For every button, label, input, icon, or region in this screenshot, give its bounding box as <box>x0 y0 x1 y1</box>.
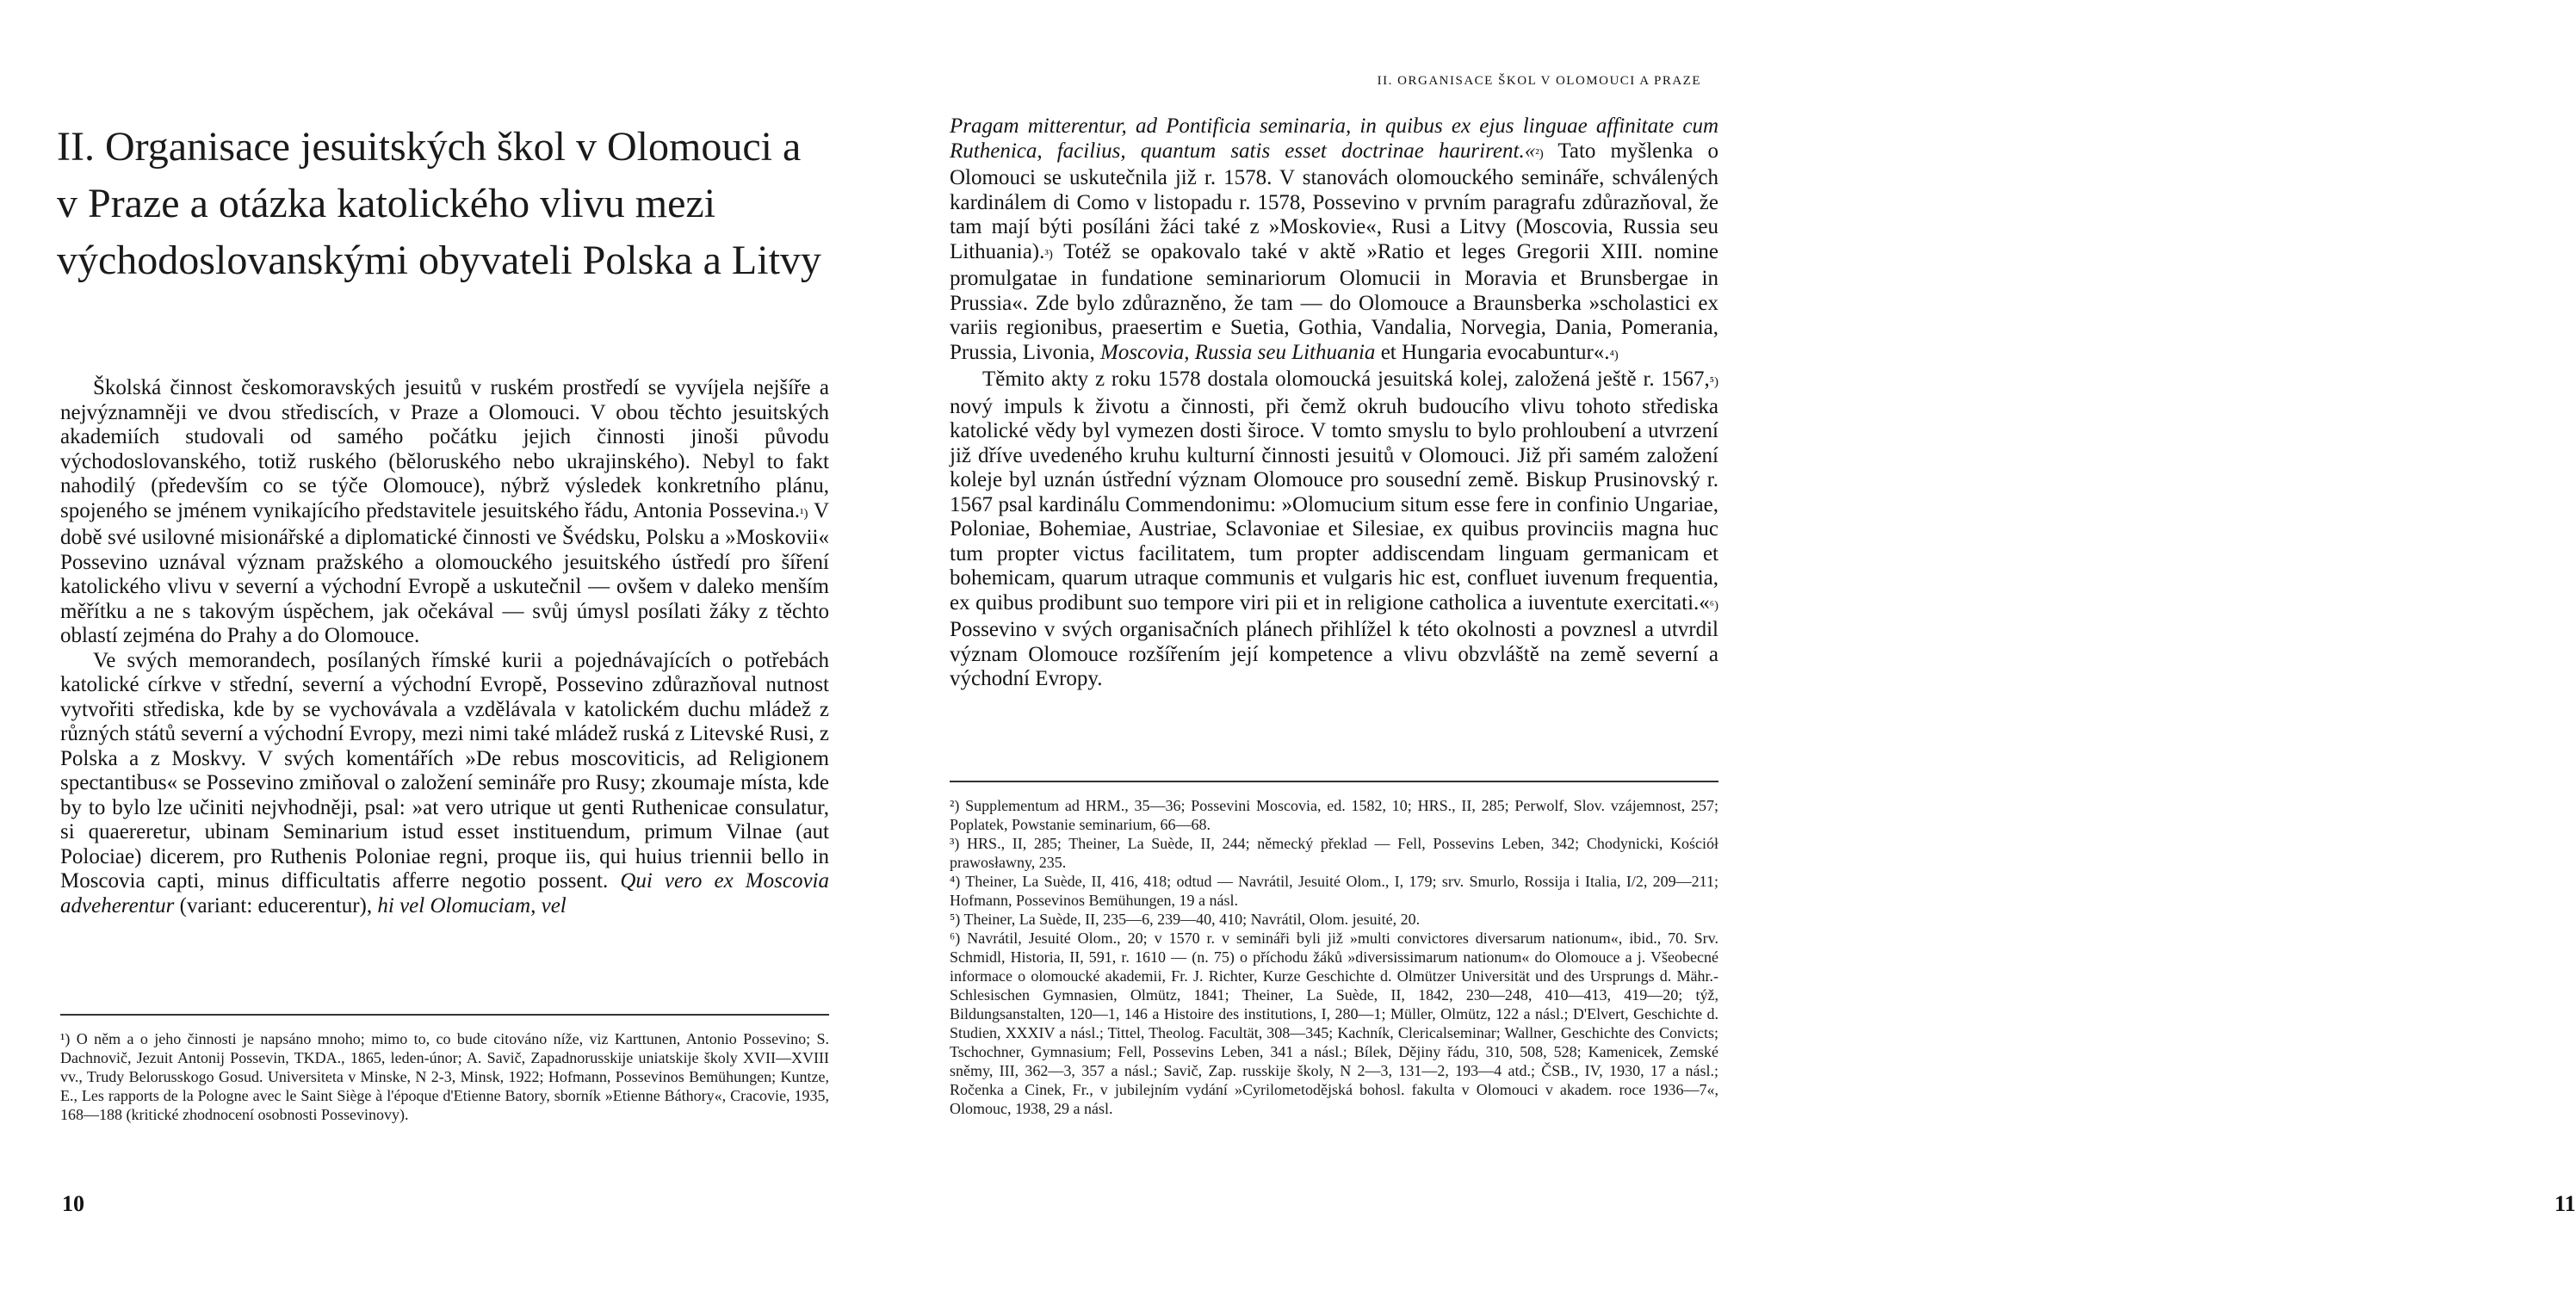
footnote-ref: ³) <box>1044 247 1053 262</box>
right-footnotes <box>950 796 1718 1118</box>
footnote-ref: ⁴) <box>1609 348 1619 362</box>
footnote-divider <box>60 1014 829 1016</box>
paragraph-text: Totéž se opakovalo také v aktě »Ratio et leges Gregorii XIII. nomine promulgatae in fundatione seminariorum Olomucii in Moravia et Brunsbergae in Prussia«. Zde bylo zdůrazněno, že tam — do Olomouce a Braunsberka »scholastici ex variis regionibus, praesertim e Suetia, Gothia, Vandalia, Norvegia, Dania, Pomerania, Prussia, Livonia, <box>950 239 1718 364</box>
footnote-ref: ²) <box>1535 146 1544 161</box>
right-page <box>876 0 2576 1291</box>
footnote: ⁴) Theiner, La Suède, II, 416, 418; odtud — Navrátil, Jesuité Olom., I, 179; srv. Smurlo, Rossija i Italia, I/2, 209—211; Hofmann, Possevinos Bemühungen, 19 a násl. <box>950 873 1718 909</box>
footnote-ref: ¹) <box>800 506 808 521</box>
paragraph-text: nový impuls k životu a činnosti, při čemž okruh budoucího vlivu tohoto střediska katolické vědy byl vymezen dosti široce. V tomto smyslu to bylo prohloubení a utvrzení již dříve uvedeného kruhu kulturní činnosti jesuitů v Olomouci. Již při samém založení koleje byl uznán ústřední význam Olomouce pro sousední země. Biskup Prusinovský r. 1567 psal kardinálu Commendonimu: »Olomucium situm esse fere in confinio Ungariae, Poloniae, Bohemiae, Austriae, Sclavoniae et Silesiae, ex quibus provinciis magna huc tum propter victus facilitatem, tum propter addiscendam linguam germanicam et bohemicam, quarum utraque communis et vulgaris hic est, confluet iuvenum frequentia, ex quibus prodibunt suo tempore viri pii et in religione catholica a iuventute exercitati.« <box>950 394 1718 615</box>
running-head: II. ORGANISACE ŠKOL V OLOMOUCI A PRAZE <box>1377 74 1701 88</box>
footnote: ⁵) Theiner, La Suède, II, 235—6, 239—40, 410; Navrátil, Olom. jesuité, 20. <box>950 911 1421 928</box>
left-body-text <box>60 376 829 918</box>
footnote: ⁶) Navrátil, Jesuité Olom., 20; v 1570 r. v semináři byli již »multi convictores diversarum nationum«, ibid., 70. Srv. Schmidl, Historia, II, 591, r. 1610 — (n. 75) o příchodu žáků »diversissimarum nationum« do Olomouce a j. Všeobecné informace o olomoucké akademii, Fr. J. Richter, Kurze Geschichte d. Olmützer Universität und des Ursprungs d. Mähr.-Schlesischen Gymnasien, Olmütz, 1841; Theiner, La Suède, II, 1842, 230—248, 410—413, 419—20; týž, Bildungsanstalten, 120—1, 146 a Histoire des institutions, I, 280—1; Müller, Olmütz, 122 a násl.; D'Elvert, Geschichte d. Studien, XXXIV a násl.; Tittel, Theolog. Facultät, 308—345; Kachník, Clericalseminar; Wallner, Geschichte des Convicts; Tschochner, Gymnasium; Fell, Possevins Leben, 341 a násl.; Bílek, Dějiny řádu, 310, 508, 528; Kamenicek, Zemské sněmy, III, 362—3, 357 a násl.; Savič, Zap. russkije školy, N 2—3, 131—2, 193—4 atd.; ČSB., IV, 1930, 17 a násl.; Ročenka a Cinek, Fr., v jubilejním vydání »Cyrilometodějská bohosl. fakulta v Olomouci v akadem. roce 1936—7«, Olomouc, 1938, 29 a násl. <box>950 930 1718 1117</box>
italic-text: hi vel Olomuciam, vel <box>377 893 567 917</box>
italic-text: Pragam mitterentur, ad Pontificia seminaria, in quibus ex ejus linguae affinitate cum Ruthenica, facilius, quantum satis esset doctrinae haurirent.« <box>950 114 1718 163</box>
chapter-title: II. Organisace jesuitských škol v Olomouci a v Praze a otázka katolického vlivu mezi východoslovanskými obyvateli Polska a Litvy <box>57 124 821 283</box>
italic-text: Moscovia, Russia seu Lithuania <box>1100 340 1376 364</box>
footnote: ³) HRS., II, 285; Theiner, La Suède, II, 244; německý překlad — Fell, Possevins Leben, 342; Chodynicki, Kościół prawosławny, 235. <box>950 835 1718 871</box>
paragraph <box>950 368 1718 692</box>
footnote: ²) Supplementum ad HRM., 35—36; Possevini Moscovia, ed. 1582, 10; HRS., II, 285; Perwolf, Slov. vzájemnost, 257; Poplatek, Powstanie seminarium, 66—68. <box>950 797 1718 833</box>
footnote-divider <box>950 781 1718 782</box>
paragraph-text: Školská činnost českomoravských jesuitů v ruském prostředí se vyvíjela nejšíře a nejvýznamněji ve dvou střediscích, v Praze a Olomouci. V obou těchto jesuitských akademiích studovali od samého počátku jejich činnosti jinoši původu východoslovanského, totiž ruského (běloruského nebo ukrajinského). Nebyl to fakt nahodilý (především co se týče Olomouce), nýbrž výsledek konkretního plánu, spojeného se jménem vynikajícího představitele jesuitského řádu, Antonia Possevina. <box>60 376 829 522</box>
paragraph-text: Ve svých memorandech, posílaných římské kurii a pojednávajících o potřebách katolické církve v střední, severní a východní Evropě, Possevino zdůrazňoval nutnost vytvořiti střediska, kde by se vychovávala a vzdělávala v katolickém duchu mládež z různých států severní a východní Evropy, mezi nimi také mládež ruská z Litevské Rusi, z Polska a z Moskvy. V svých komentářích »De rebus moscoviticis, ad Religionem spectantibus« se Possevino zmiňoval o založení semináře pro Rusy; zkoumaje místa, kde by to bylo lze učiniti nejvhodněji, psal: »at vero utrique ut genti Ruthenicae consulatur, si quaereretur, ubinam Seminarium istud esset instituendum, primum Vilnae (aut Polociae) dicerem, pro Ruthenis Poloniae regni, proque iis, qui huius triennii bello in Moscovia capti, minus difficultatis afferre negotio possent. <box>60 648 829 893</box>
footnote: ¹) O něm a o jeho činnosti je napsáno mnoho; mimo to, co bude citováno níže, viz Karttunen, Antonio Possevino; S. Dachnovič, Jezuit Antonij Possevin, TKDA., 1865, leden-únor; A. Savič, Zapadnorusskije uniatskije školy XVII—XVIII vv., Trudy Belorusskogo Gosud. Universiteta v Minske, N 2-3, Minsk, 1922; Hofmann, Possevinos Bemühungen; Kuntze, E., Les rapports de la Pologne avec le Saint Siège à l'époque d'Etienne Batory, sborník »Etienne Báthory«, Cracovie, 1935, 168—188 (kritické zhodnocení osobnosti Possevinovy). <box>60 1030 829 1123</box>
footnote-ref: ⁶) <box>1709 598 1718 613</box>
paragraph <box>950 114 1718 368</box>
paragraph <box>60 649 829 919</box>
italic-text: Qui vero ex Moscovia adveherentur <box>60 869 829 917</box>
paragraph-text: V době své usilovné misionářské a diplomatické činnosti ve Švédsku, Polsku a »Moskovii« Possevino uznával význam pražského a olomouckého jesuitského ústředí pro šíření katolického vlivu v severní a východní Evropě a uskutečnil — ovšem v daleko menším měřítku a ne s takovým úspěchem, jak očekával — svůj úmysl posílati žáky z těchto oblastí zejména do Prahy a do Olomouce. <box>60 498 829 647</box>
left-page <box>0 0 876 1291</box>
page-number: 11 <box>2554 1191 2576 1216</box>
paragraph-text: Tato myšlenka o Olomouci se uskutečnila již r. 1578. V stanovách olomouckého semináře, schválených kardinálem di Como v listopadu r. 1578, Possevino v prvním paragrafu zdůrazňoval, že tam mají býti posíláni žáci také z »Moskovie«, Rusi a Litvy (Moscovia, Russia seu Lithuania). <box>950 139 1718 263</box>
paragraph-text: Possevino v svých organisačních plánech přihlížel k této okolnosti a povznesl a utvrdil význam Olomouce rozšířením její kompetence a vlivu obzvláště na země severní a východní Evropy. <box>950 618 1718 690</box>
paragraph-text: et Hungaria evocabuntur«. <box>1375 340 1610 364</box>
paragraph-text: (variant: educerentur), <box>174 893 378 917</box>
right-body-text <box>950 114 1718 692</box>
page-number: 10 <box>62 1191 84 1216</box>
left-footnotes <box>60 1029 829 1124</box>
footnote-ref: ⁵) <box>1709 375 1718 389</box>
paragraph-text: Těmito akty z roku 1578 dostala olomoucká jesuitská kolej, založená ještě r. 1567, <box>982 368 1710 391</box>
paragraph <box>60 376 829 649</box>
